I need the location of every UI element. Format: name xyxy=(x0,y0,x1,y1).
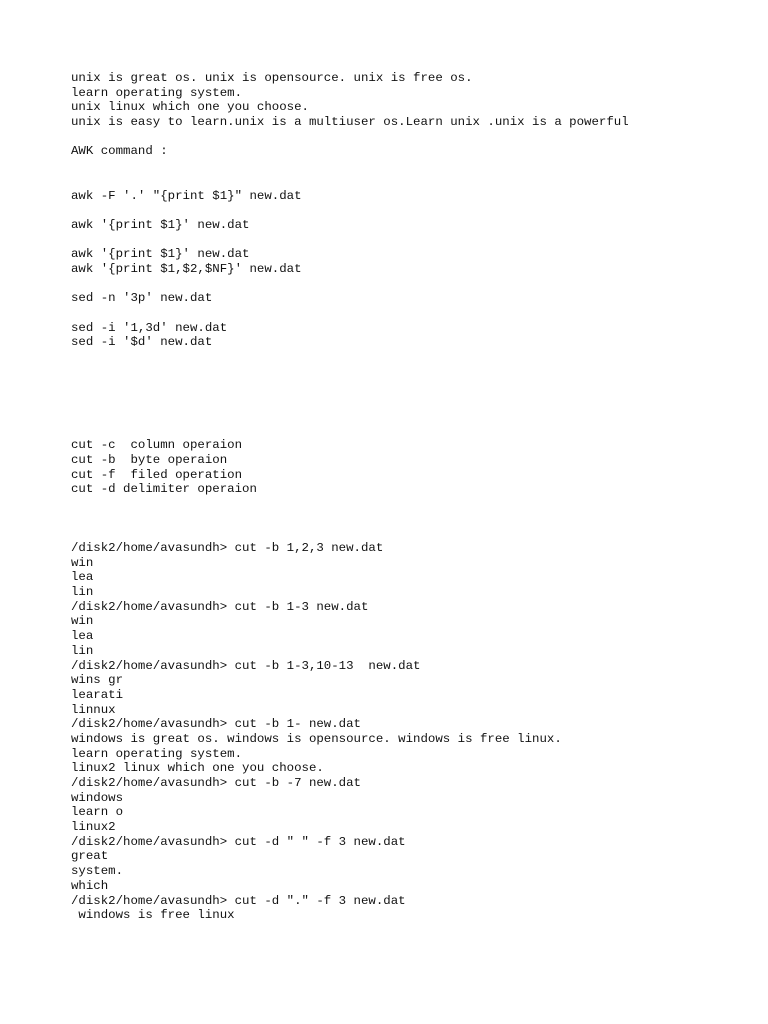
document-line: awk '{print $1}' new.dat xyxy=(71,247,250,262)
document-line: /disk2/home/avasundh> cut -b 1-3 new.dat xyxy=(71,599,369,614)
document-line: awk '{print $1,$2,$NF}' new.dat xyxy=(71,261,302,276)
document-line xyxy=(71,526,751,541)
document-line: /disk2/home/avasundh> cut -b 1- new.dat xyxy=(71,717,361,732)
document-line: lea xyxy=(71,570,94,585)
document-line: linux2 xyxy=(71,820,116,835)
document-line: unix linux which one you choose. xyxy=(71,100,309,115)
document-line: learn o xyxy=(71,805,124,820)
document-line: AWK command : xyxy=(71,144,168,159)
document-line xyxy=(71,233,751,248)
document-line xyxy=(71,379,751,394)
document-line: /disk2/home/avasundh> cut -d "." -f 3 new.dat xyxy=(71,893,406,908)
document-line: great xyxy=(71,849,109,864)
document-line: /disk2/home/avasundh> cut -b -7 new.dat xyxy=(71,776,361,790)
document-line: windows xyxy=(71,790,124,805)
document-line xyxy=(71,394,751,409)
document-line: /disk2/home/avasundh> cut -b 1,2,3 new.dat xyxy=(71,541,384,555)
document-line: wins gr xyxy=(71,673,124,688)
document-line xyxy=(71,497,751,512)
document-line: windows is great os. windows is opensource. windows is free linux. xyxy=(71,731,562,746)
document-line xyxy=(71,159,751,174)
document-line xyxy=(71,277,751,292)
document-line xyxy=(71,365,751,380)
document-line xyxy=(71,409,751,424)
document-line xyxy=(71,512,751,527)
document-line xyxy=(71,174,751,189)
document-text xyxy=(71,71,751,923)
document-line: windows is free linux xyxy=(71,908,235,923)
document-line: linux2 linux which one you choose. xyxy=(71,761,324,776)
document-line: system. xyxy=(71,864,124,879)
document-line: linnux xyxy=(71,702,116,717)
document-line xyxy=(71,130,751,145)
document-line: cut -b byte operaion xyxy=(71,452,228,467)
document-line: sed -i '$d' new.dat xyxy=(71,335,213,350)
document-line xyxy=(71,350,751,365)
document-line: win xyxy=(71,555,94,570)
document-line xyxy=(71,203,751,218)
document-line xyxy=(71,424,751,439)
document-line: unix is easy to learn.unix is a multiuser os.Learn unix .unix is a powerful xyxy=(71,115,629,130)
document-line: learn operating system. xyxy=(71,746,243,761)
document-line: /disk2/home/avasundh> cut -d " " -f 3 new.dat xyxy=(71,834,406,849)
document-line: sed -i '1,3d' new.dat xyxy=(71,320,228,335)
document-line: cut -c column operaion xyxy=(71,438,243,453)
document-line: unix is great os. unix is opensource. unix is free os. xyxy=(71,71,473,85)
document-line: learn operating system. xyxy=(71,85,243,100)
document-line: cut -f filed operation xyxy=(71,467,243,482)
document-line: lin xyxy=(71,585,94,600)
document-line: learati xyxy=(71,687,124,702)
document-line: win xyxy=(71,614,94,629)
document-line: awk -F '.' "{print $1}" new.dat xyxy=(71,188,302,203)
document-line: lin xyxy=(71,643,94,658)
document-line: sed -n '3p' new.dat xyxy=(71,291,213,306)
document-line: which xyxy=(71,878,109,893)
document-line: /disk2/home/avasundh> cut -b 1-3,10-13 new.dat xyxy=(71,658,421,673)
document-line: awk '{print $1}' new.dat xyxy=(71,217,250,232)
document-line: cut -d delimiter operaion xyxy=(71,482,257,497)
document-line: lea xyxy=(71,629,94,644)
document-line xyxy=(71,306,751,321)
